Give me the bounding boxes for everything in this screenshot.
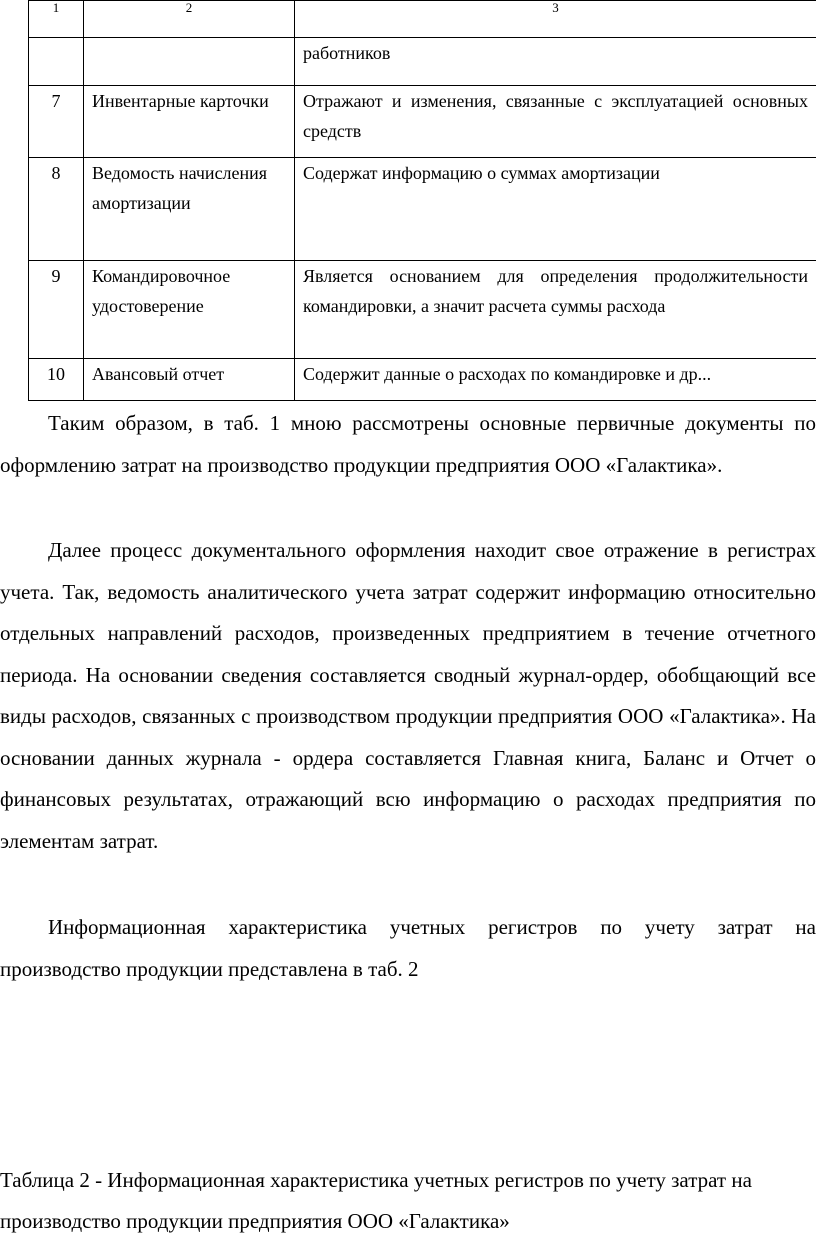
row-description: Содержат информацию о суммах амортизации: [295, 158, 816, 261]
paragraph-registers: Далее процесс документального оформления находит свое отражение в регистрах учета. Так, ведомость аналитического учета затрат содержит информацию относительно отдельных направлений расходов, произведенных предприятием в течение отчетного периода. На основании сведения составляется сводный журнал-ордер, обобщающий все виды расходов, связанных с производством продукции предприятия ООО «Галактика». На основании данных журнала - ордера составляется Главная книга, Баланс и Отчет о финансовых результатах, отражающий всю информацию о расходах предприятия по элементам затрат.: [0, 538, 816, 853]
table-header-row: [29, 1, 816, 38]
row-document-name: Командировочное удостоверение: [84, 261, 295, 359]
header-cell-1: 1: [29, 1, 84, 38]
paragraph-table-reference: Информационная характеристика учетных регистров по учету затрат на производство продукции представлена в таб. 2: [0, 915, 816, 981]
row-document-name: Авансовый отчет: [84, 359, 295, 401]
row-document-name: Инвентарные карточки: [84, 86, 295, 158]
row-number: 7: [29, 86, 84, 158]
row-description: работников: [295, 38, 816, 86]
row-description: Является основанием для определения продолжительности командировки, а значит расчета суммы расхода: [295, 261, 816, 359]
header-cell-3: 3: [295, 1, 816, 38]
table-row: [29, 359, 816, 401]
paragraph-summary: Таким образом, в таб. 1 мною рассмотрены основные первичные документы по оформлению затрат на производство продукции предприятия ООО «Галактика».: [0, 411, 816, 477]
row-description: Отражают и изменения, связанные с эксплуатацией основных средств: [295, 86, 816, 158]
header-cell-2: 2: [84, 1, 295, 38]
documents-table: [28, 0, 816, 401]
row-description: Содержит данные о расходах по командировке и др...: [295, 359, 816, 401]
table-row: [29, 38, 816, 86]
table-row: [29, 86, 816, 158]
table-caption: Таблица 2 - Информационная характеристика учетных регистров по учету затрат на производство продукции предприятия ООО «Галактика»: [0, 1168, 752, 1233]
row-number: 8: [29, 158, 84, 261]
row-document-name: Ведомость начисления амортизации: [84, 158, 295, 261]
row-document-name: [84, 38, 295, 86]
row-number: [29, 38, 84, 86]
table-row: [29, 261, 816, 359]
table-row: [29, 158, 816, 261]
row-number: 9: [29, 261, 84, 359]
row-number: 10: [29, 359, 84, 401]
